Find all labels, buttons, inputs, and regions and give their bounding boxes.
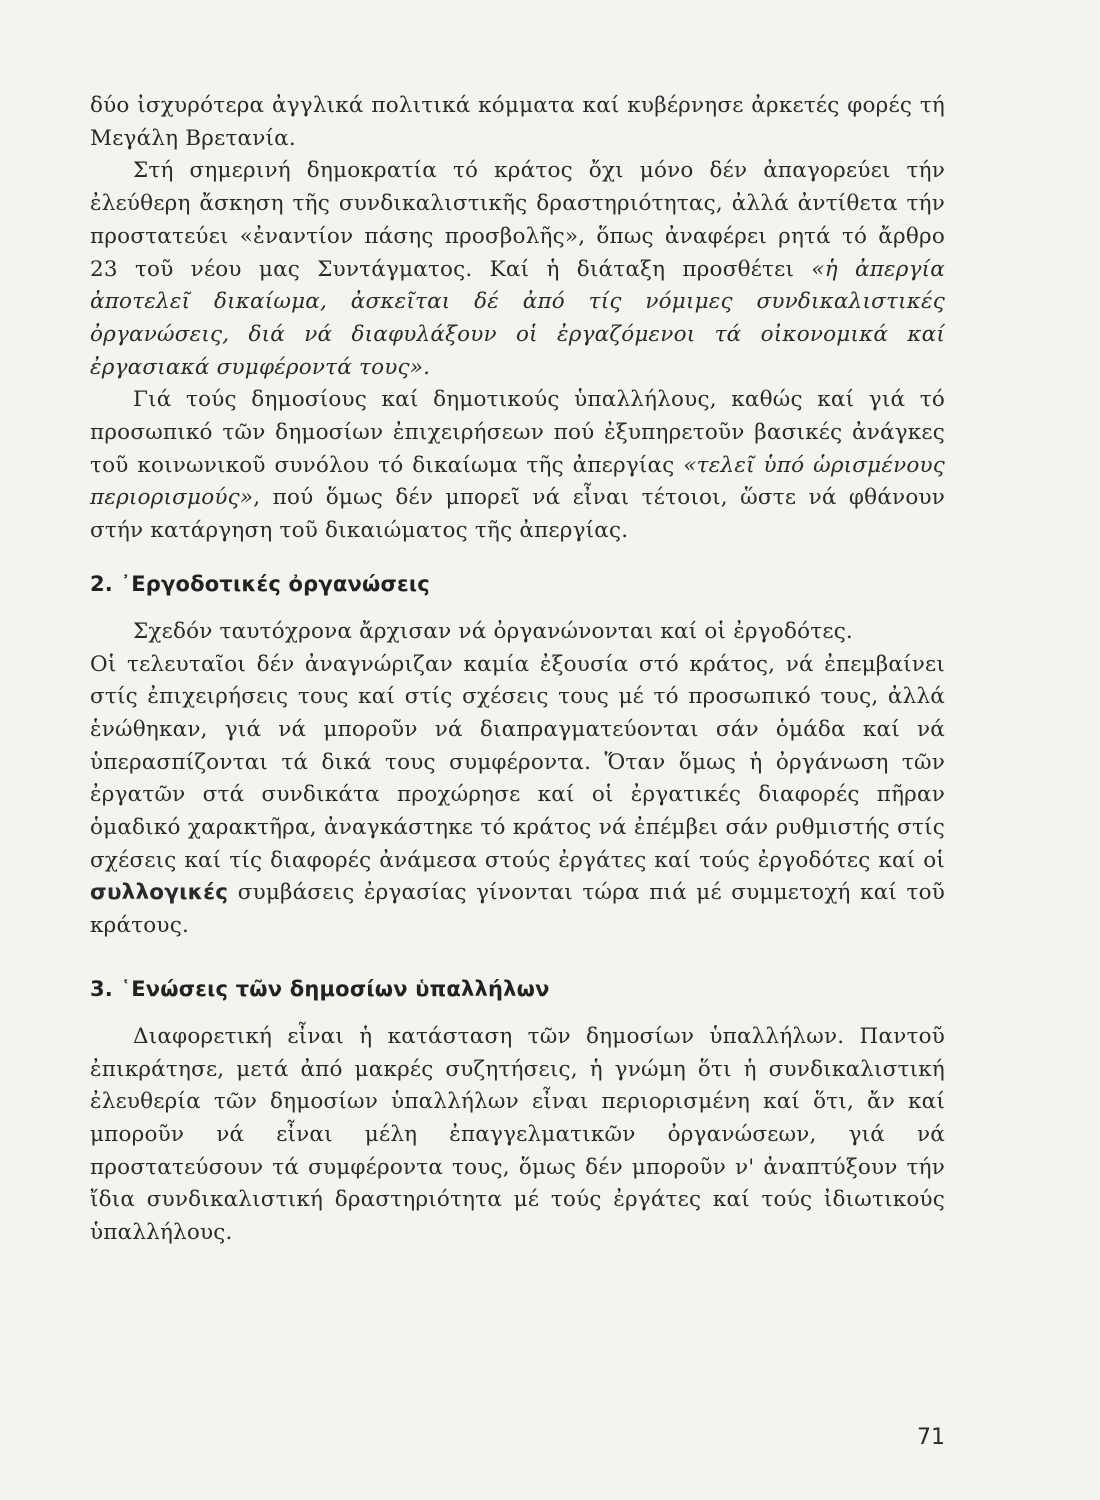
collective-bold-word: συλλογικές — [90, 880, 229, 906]
section-3-paragraph-1 — [90, 1021, 945, 1250]
paragraph-public-employees — [90, 384, 945, 548]
constitution-quote: «ἡ ἀπεργία ἀποτελεῖ δικαίωμα, ἀσκεῖται δέ ἀπό τίς νόμιμες συνδικαλιστικές ὀργανώσεις, διά νά διαφυλάξουν οἱ ἐργαζόμενοι τά οἰκονομικά καί ἐργασιακά συμφέροντά τους». — [90, 256, 946, 380]
page-number: 71 — [917, 1425, 945, 1450]
document-page — [90, 90, 945, 1250]
section-2-p1-text: Σχεδόν ταυτόχρονα ἄρχισαν νά ὀργανώνονται καί οἱ ἐργοδότες. — [133, 618, 853, 644]
section-3-p1-text: Διαφορετική εἶναι ἡ κατάσταση τῶν δημοσίων ὑπαλλήλων. Παντοῦ ἐπικράτησε, μετά ἀπό μακρές συζητήσεις, ἡ γνώμη ὅτι ἡ συνδικαλιστική ἐλευθερία τῶν δημοσίων ὑπαλλήλων εἶναι περιορισμένη καί ὅτι, ἄν καί μποροῦν νά εἶναι μέλη ἐπαγγελματικῶν ὀργανώσεων, γιά νά προστατεύσουν τά συμφέροντα τους, ὅμως δέν μποροῦν ν' ἀναπτύξουν τήν ἴδια συνδικαλιστική δραστηριότητα μέ τούς ἐργάτες καί τούς ἰδιωτικούς ὑπαλλήλους. — [90, 1023, 945, 1246]
continuation-paragraph — [90, 90, 945, 155]
section-2-p2-text-a: Οἱ τελευταῖοι δέν ἀναγνώριζαν καμία ἐξουσία στό κράτος, νά ἐπεμβαίνει στίς ἐπιχειρήσεις τους καί στίς σχέσεις τους μέ τό προσωπικό τους, ἀλλά ἑνώθηκαν, γιά νά μποροῦν νά διαπραγματεύονται σάν ὁμάδα καί νά ὑπερασπίζονται τά δικά τους συμφέροντα. Ὅταν ὅμως ἡ ὀργάνωση τῶν ἐργατῶν στά συνδικάτα προχώρησε καί οἱ ἐργατικές διαφορές πῆραν ὁμαδικό χαρακτῆρα, ἀναγκάστηκε τό κράτος νά ἐπέμβει σάν ρυθμιστής στίς σχέσεις καί τίς διαφορές ἀνάμεσα στούς ἐργάτες καί τούς ἐργοδότες καί οἱ — [90, 651, 945, 873]
section-2-p2-text-b: συμβάσεις ἐργασίας γίνονται τώρα πιά μέ συμμετοχή καί τοῦ κράτους. — [90, 880, 945, 939]
paragraph-democracy — [90, 155, 945, 384]
continuation-text: δύο ἰσχυρότερα ἀγγλικά πολιτικά κόμματα καί κυβέρνησε ἀρκετές φορές τή Μεγάλη Βρετανία. — [90, 93, 945, 151]
section-3-heading: 3. ῾Ενώσεις τῶν δημοσίων ὑπαλλήλων — [90, 976, 550, 1001]
paragraph-democracy-text: Στή σημερινή δημοκρατία τό κράτος ὄχι μόνο δέν ἀπαγορεύει τήν ἐλεύθερη ἄσκηση τῆς συνδικαλιστικῆς δραστηριότητας, ἀλλά ἀντίθετα τήν προστατεύει «ἐναντίον πάσης προσβολῆς», ὅπως ἀναφέρει ρητά τό ἄρθρο 23 τοῦ νέου μας Συντάγματος. Καί ἡ διάταξη προσθέτει — [90, 158, 945, 282]
paragraph-public-text-b: , πού ὅμως δέν μπορεῖ νά εἶναι τέτοιοι, ὥστε νά φθάνουν στήν κατάργηση τοῦ δικαιώματος τῆς ἀπεργίας. — [90, 485, 945, 544]
section-2-paragraph-2 — [90, 649, 945, 943]
section-2-heading: 2. ᾿Εργοδοτικές ὀργανώσεις — [90, 571, 430, 596]
paragraph-public-text-a: Γιά τούς δημοσίους καί δημοτικούς ὑπαλλήλους, καθώς καί γιά τό προσωπικό τῶν δημοσίων ἐπιχειρήσεων πού ἐξυπηρετοῦν βασικές ἀνάγκες τοῦ κοινωνικοῦ συνόλου τό δικαίωμα τῆς ἀπεργίας — [90, 387, 945, 478]
section-2-paragraph-1 — [90, 616, 945, 649]
restrictions-quote: «τελεῖ ὑπό ὡρισμένους περιορισμούς» — [90, 452, 946, 511]
